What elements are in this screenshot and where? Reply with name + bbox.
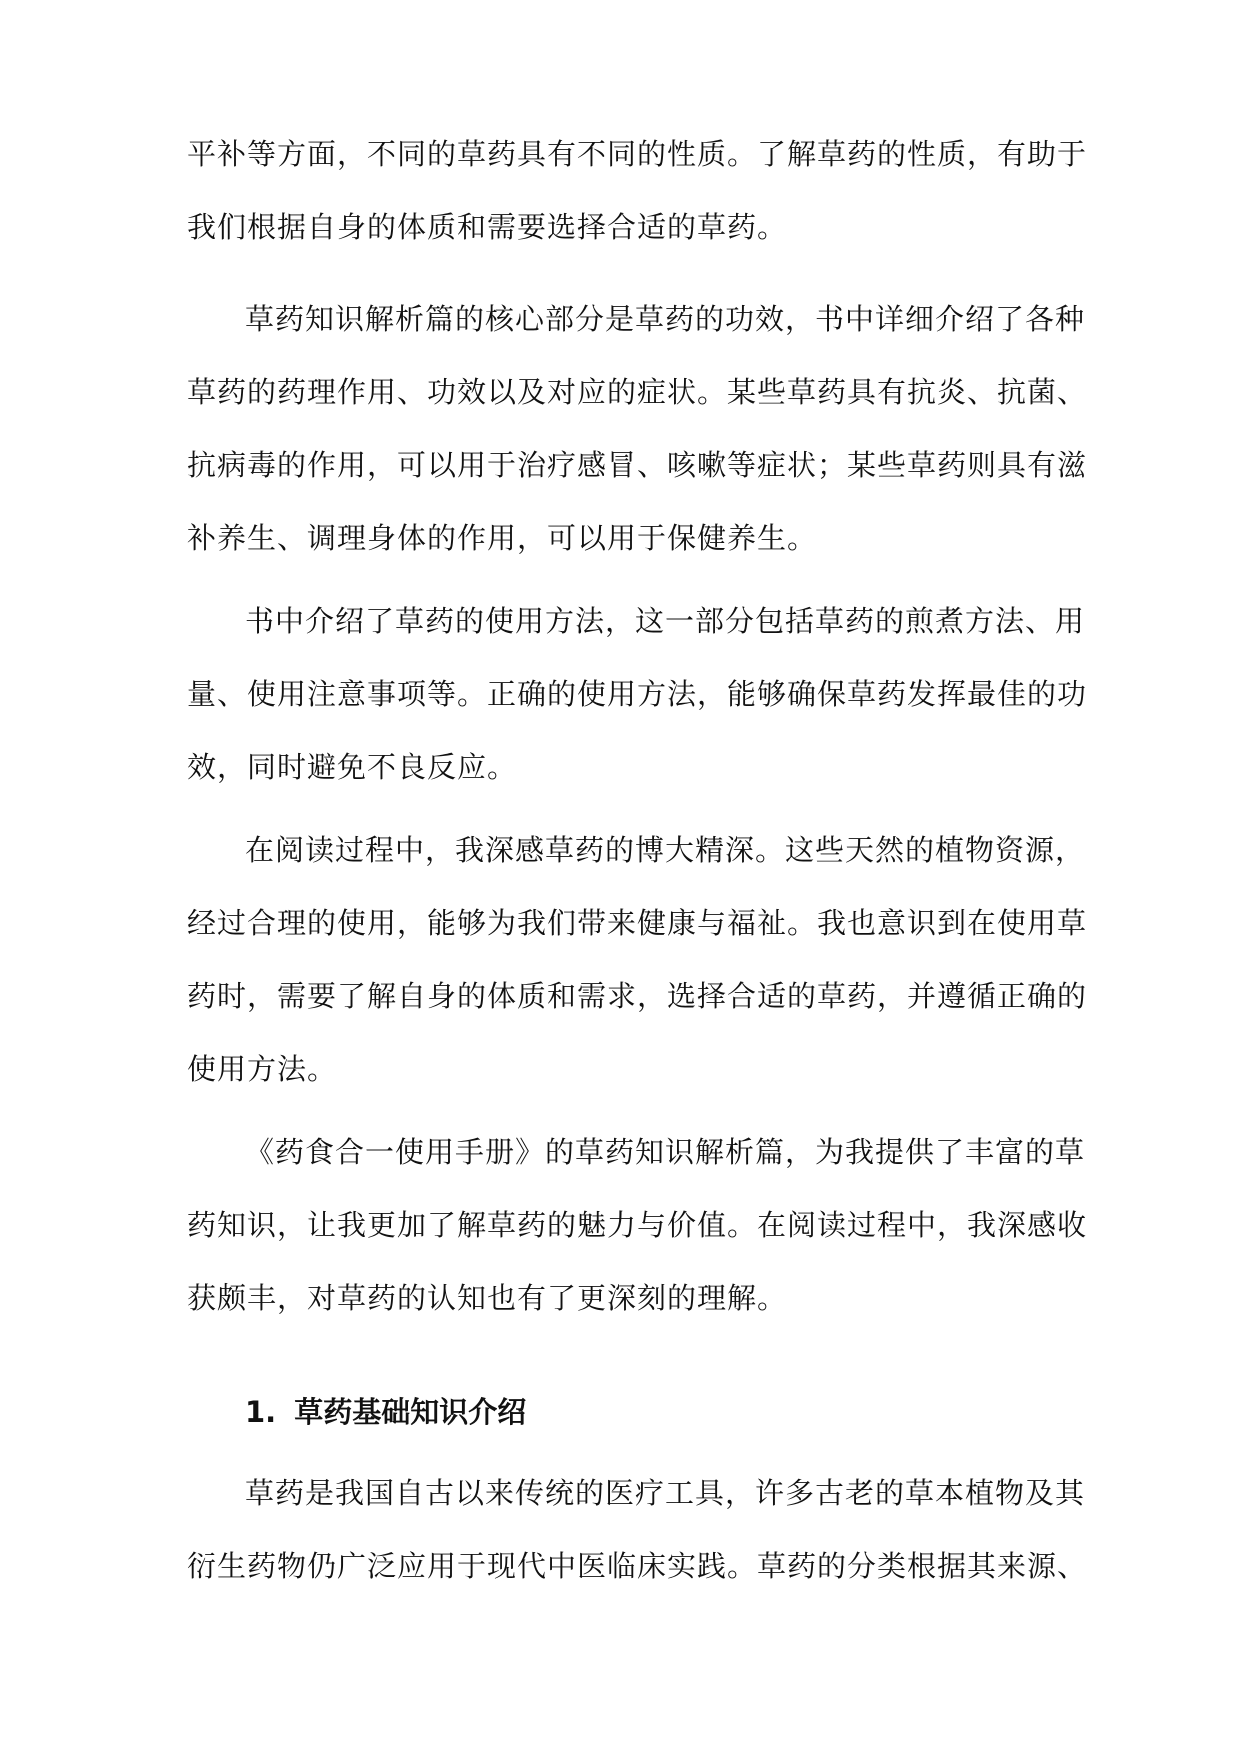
body-text-line: 获颇丰，对草药的认知也有了更深刻的理解。: [187, 1281, 788, 1315]
body-text-line: 药时，需要了解自身的体质和需求，选择合适的草药，并遵循正确的: [187, 979, 1088, 1013]
body-text-line: 草药是我国自古以来传统的医疗工具，许多古老的草本植物及其: [245, 1476, 1086, 1510]
body-text-line: 我们根据自身的体质和需要选择合适的草药。: [187, 210, 788, 244]
body-text-line: 抗病毒的作用，可以用于治疗感冒、咳嗽等症状；某些草药则具有滋: [187, 448, 1088, 482]
body-text-line: 《药食合一使用手册》的草药知识解析篇，为我提供了丰富的草: [245, 1135, 1086, 1169]
body-text-line: 效，同时避免不良反应。: [187, 750, 518, 784]
body-text-line: 草药知识解析篇的核心部分是草药的功效，书中详细介绍了各种: [245, 302, 1086, 336]
section-heading-number: 1.: [245, 1395, 277, 1429]
body-text-line: 使用方法。: [187, 1052, 338, 1086]
section-heading: [245, 1394, 526, 1430]
body-text-line: 平补等方面，不同的草药具有不同的性质。了解草药的性质，有助于: [187, 137, 1088, 171]
body-text-line: 衍生药物仍广泛应用于现代中医临床实践。草药的分类根据其来源、: [187, 1549, 1088, 1583]
body-text-line: 药知识，让我更加了解草药的魅力与价值。在阅读过程中，我深感收: [187, 1208, 1088, 1242]
body-text-line: 草药的药理作用、功效以及对应的症状。某些草药具有抗炎、抗菌、: [187, 375, 1088, 409]
body-text-line: 量、使用注意事项等。正确的使用方法，能够确保草药发挥最佳的功: [187, 677, 1088, 711]
body-text-line: 书中介绍了草药的使用方法，这一部分包括草药的煎煮方法、用: [245, 604, 1086, 638]
section-heading-title: 草药基础知识介绍: [294, 1395, 527, 1429]
body-text-line: 在阅读过程中，我深感草药的博大精深。这些天然的植物资源，: [245, 833, 1086, 867]
body-text-line: 补养生、调理身体的作用，可以用于保健养生。: [187, 521, 818, 555]
body-text-line: 经过合理的使用，能够为我们带来健康与福祉。我也意识到在使用草: [187, 906, 1088, 940]
